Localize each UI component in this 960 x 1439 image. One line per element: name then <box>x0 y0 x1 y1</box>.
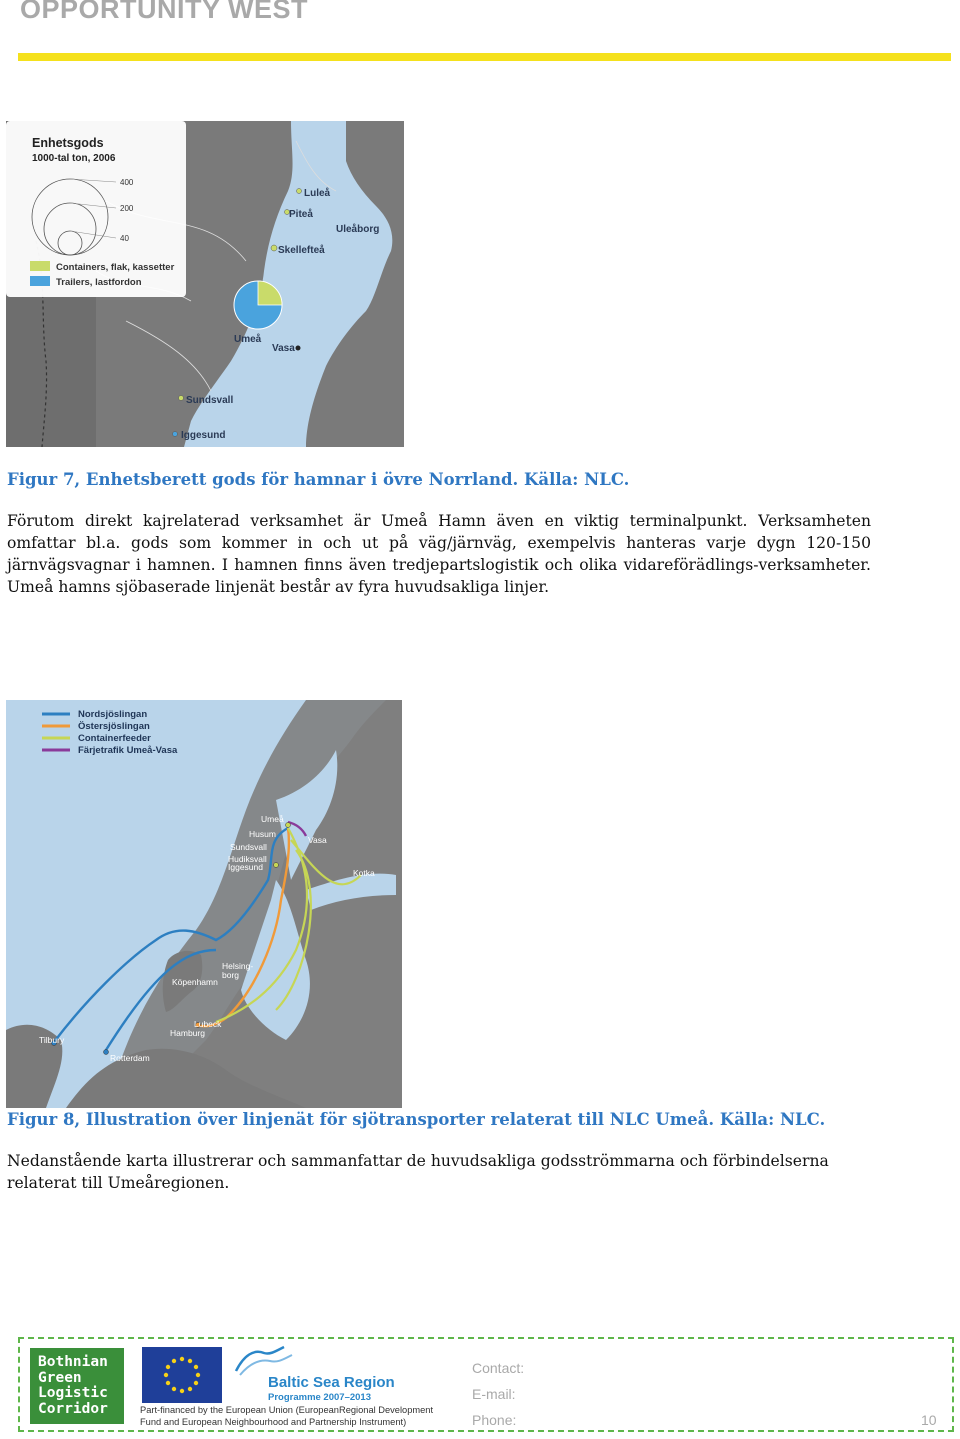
figure8-map <box>6 700 402 1108</box>
fig8-place-rotterdam: Rotterdam <box>110 1053 150 1063</box>
part-financed-text <box>140 1405 433 1428</box>
fig8-legend-label-containerfeeder: Containerfeeder <box>78 733 151 744</box>
fig8-place-hamburg: Hamburg <box>170 1028 205 1038</box>
paragraph-1 <box>7 510 871 598</box>
fig7-legend-swatch-trailers <box>30 276 50 286</box>
fig7-place-pitea: Piteå <box>289 209 313 220</box>
fig8-place-lubeck: Lubeck <box>194 1019 222 1029</box>
fig8-place-husum: Husum <box>249 829 276 839</box>
fig8-place-iggesund: Iggesund <box>228 862 263 872</box>
paragraph-1-line: järnvägsvagnar i hamnen. I hamnen finns även tredjepartslogistik och olika vidareförädlings-verksamheter. <box>7 556 871 574</box>
contact-label: Contact: <box>472 1360 525 1376</box>
fig8-place-hudiksvall: Hudiksvall <box>228 854 267 864</box>
bsr-wave-icon <box>234 1345 294 1377</box>
fig8-place-sundsvall: Sundsvall <box>230 842 267 852</box>
bsr-title: Baltic Sea Region <box>268 1374 395 1391</box>
fig7-place-skelleftea: Skellefteå <box>278 245 325 256</box>
page-number: 10 <box>921 1412 937 1428</box>
fig8-place-umea: Umeå <box>261 814 284 824</box>
paragraph-1-line: omfattar bl.a. gods som kommer in och ut på väg/järnväg, exempelvis hanteras varje dygn 120-150 <box>7 534 871 552</box>
paragraph-2-line: Nedanstående karta illustrerar och sammanfattar de huvudsakliga godsströmmarna och förbindelserna <box>7 1152 829 1170</box>
paragraph-2 <box>7 1150 871 1194</box>
figure7-caption: Figur 7, Enhetsberett gods för hamnar i övre Norrland. Källa: NLC. <box>7 470 630 489</box>
bglc-logo <box>30 1348 124 1424</box>
fig8-place-helsingborg-1: Helsing- <box>222 961 254 971</box>
part-financed-line: Fund and European Neighbourhood and Partnership Instrument) <box>140 1416 407 1427</box>
paragraph-1-line: Umeå hamns sjöbaserade linjenät består av fyra huvudsakliga linjer. <box>7 578 550 596</box>
bglc-logo-line: Corridor <box>38 1400 108 1417</box>
bglc-logo-line: Bothnian <box>38 1354 108 1370</box>
fig7-legend-subtitle: 1000-tal ton, 2006 <box>32 153 116 164</box>
email-label: E-mail: <box>472 1386 516 1402</box>
fig7-legend-label-containers: Containers, flak, kassetter <box>56 262 175 273</box>
bsr-programme: Programme 2007–2013 <box>268 1392 371 1403</box>
fig7-legend-label-trailers: Trailers, lastfordon <box>56 277 142 288</box>
fig7-place-lulea: Luleå <box>304 188 331 199</box>
figure7-map <box>6 121 404 447</box>
fig7-place-umea: Umeå <box>234 334 262 345</box>
bglc-logo-line: Green <box>38 1369 82 1386</box>
fig7-legend-swatch-containers <box>30 261 50 271</box>
fig7-place-sundsvall: Sundsvall <box>186 395 234 406</box>
paragraph-1-line: Förutom direkt kajrelaterad verksamhet är Umeå Hamn även en viktig terminalpunkt. Verksamheten <box>7 512 871 530</box>
fig8-place-kotka: Kotka <box>353 868 375 878</box>
fig8-place-kopenhamn: Köpenhamn <box>172 977 218 987</box>
fig7-place-uleaborg: Uleåborg <box>336 224 380 235</box>
fig8-place-helsingborg-2: borg <box>222 970 240 980</box>
fig8-legend-label-ostersjo: Östersjöslingan <box>78 721 150 732</box>
fig8-place-vasa: Vasa <box>308 835 327 845</box>
header-title: OPPORTUNITY WEST <box>20 0 309 24</box>
part-financed-line: Part-financed by the European Union (EuropeanRegional Development <box>140 1405 434 1415</box>
figure8-caption: Figur 8, Illustration över linjenät för sjötransporter relaterat till NLC Umeå. Källa: NLC. <box>7 1110 826 1129</box>
fig8-legend-label-nordsjo: Nordsjöslingan <box>78 709 148 720</box>
paragraph-2-line: relaterat till Umeåregionen. <box>7 1174 230 1192</box>
bglc-logo-line: Logistic <box>38 1385 108 1401</box>
phone-label: Phone: <box>472 1412 517 1428</box>
fig7-scale-400: 400 <box>120 178 134 187</box>
fig7-place-iggesund: Iggesund <box>181 430 226 441</box>
fig7-scale-200: 200 <box>120 204 134 213</box>
fig7-place-vasa: Vasa <box>272 343 295 354</box>
fig7-scale-40: 40 <box>120 234 129 243</box>
fig8-place-tilbury: Tilbury <box>39 1035 65 1045</box>
fig7-legend-title: Enhetsgods <box>32 136 104 150</box>
eu-flag-icon <box>142 1347 222 1403</box>
fig8-legend-label-farjetrafik: Färjetrafik Umeå-Vasa <box>78 745 178 756</box>
header-rule <box>18 53 951 61</box>
